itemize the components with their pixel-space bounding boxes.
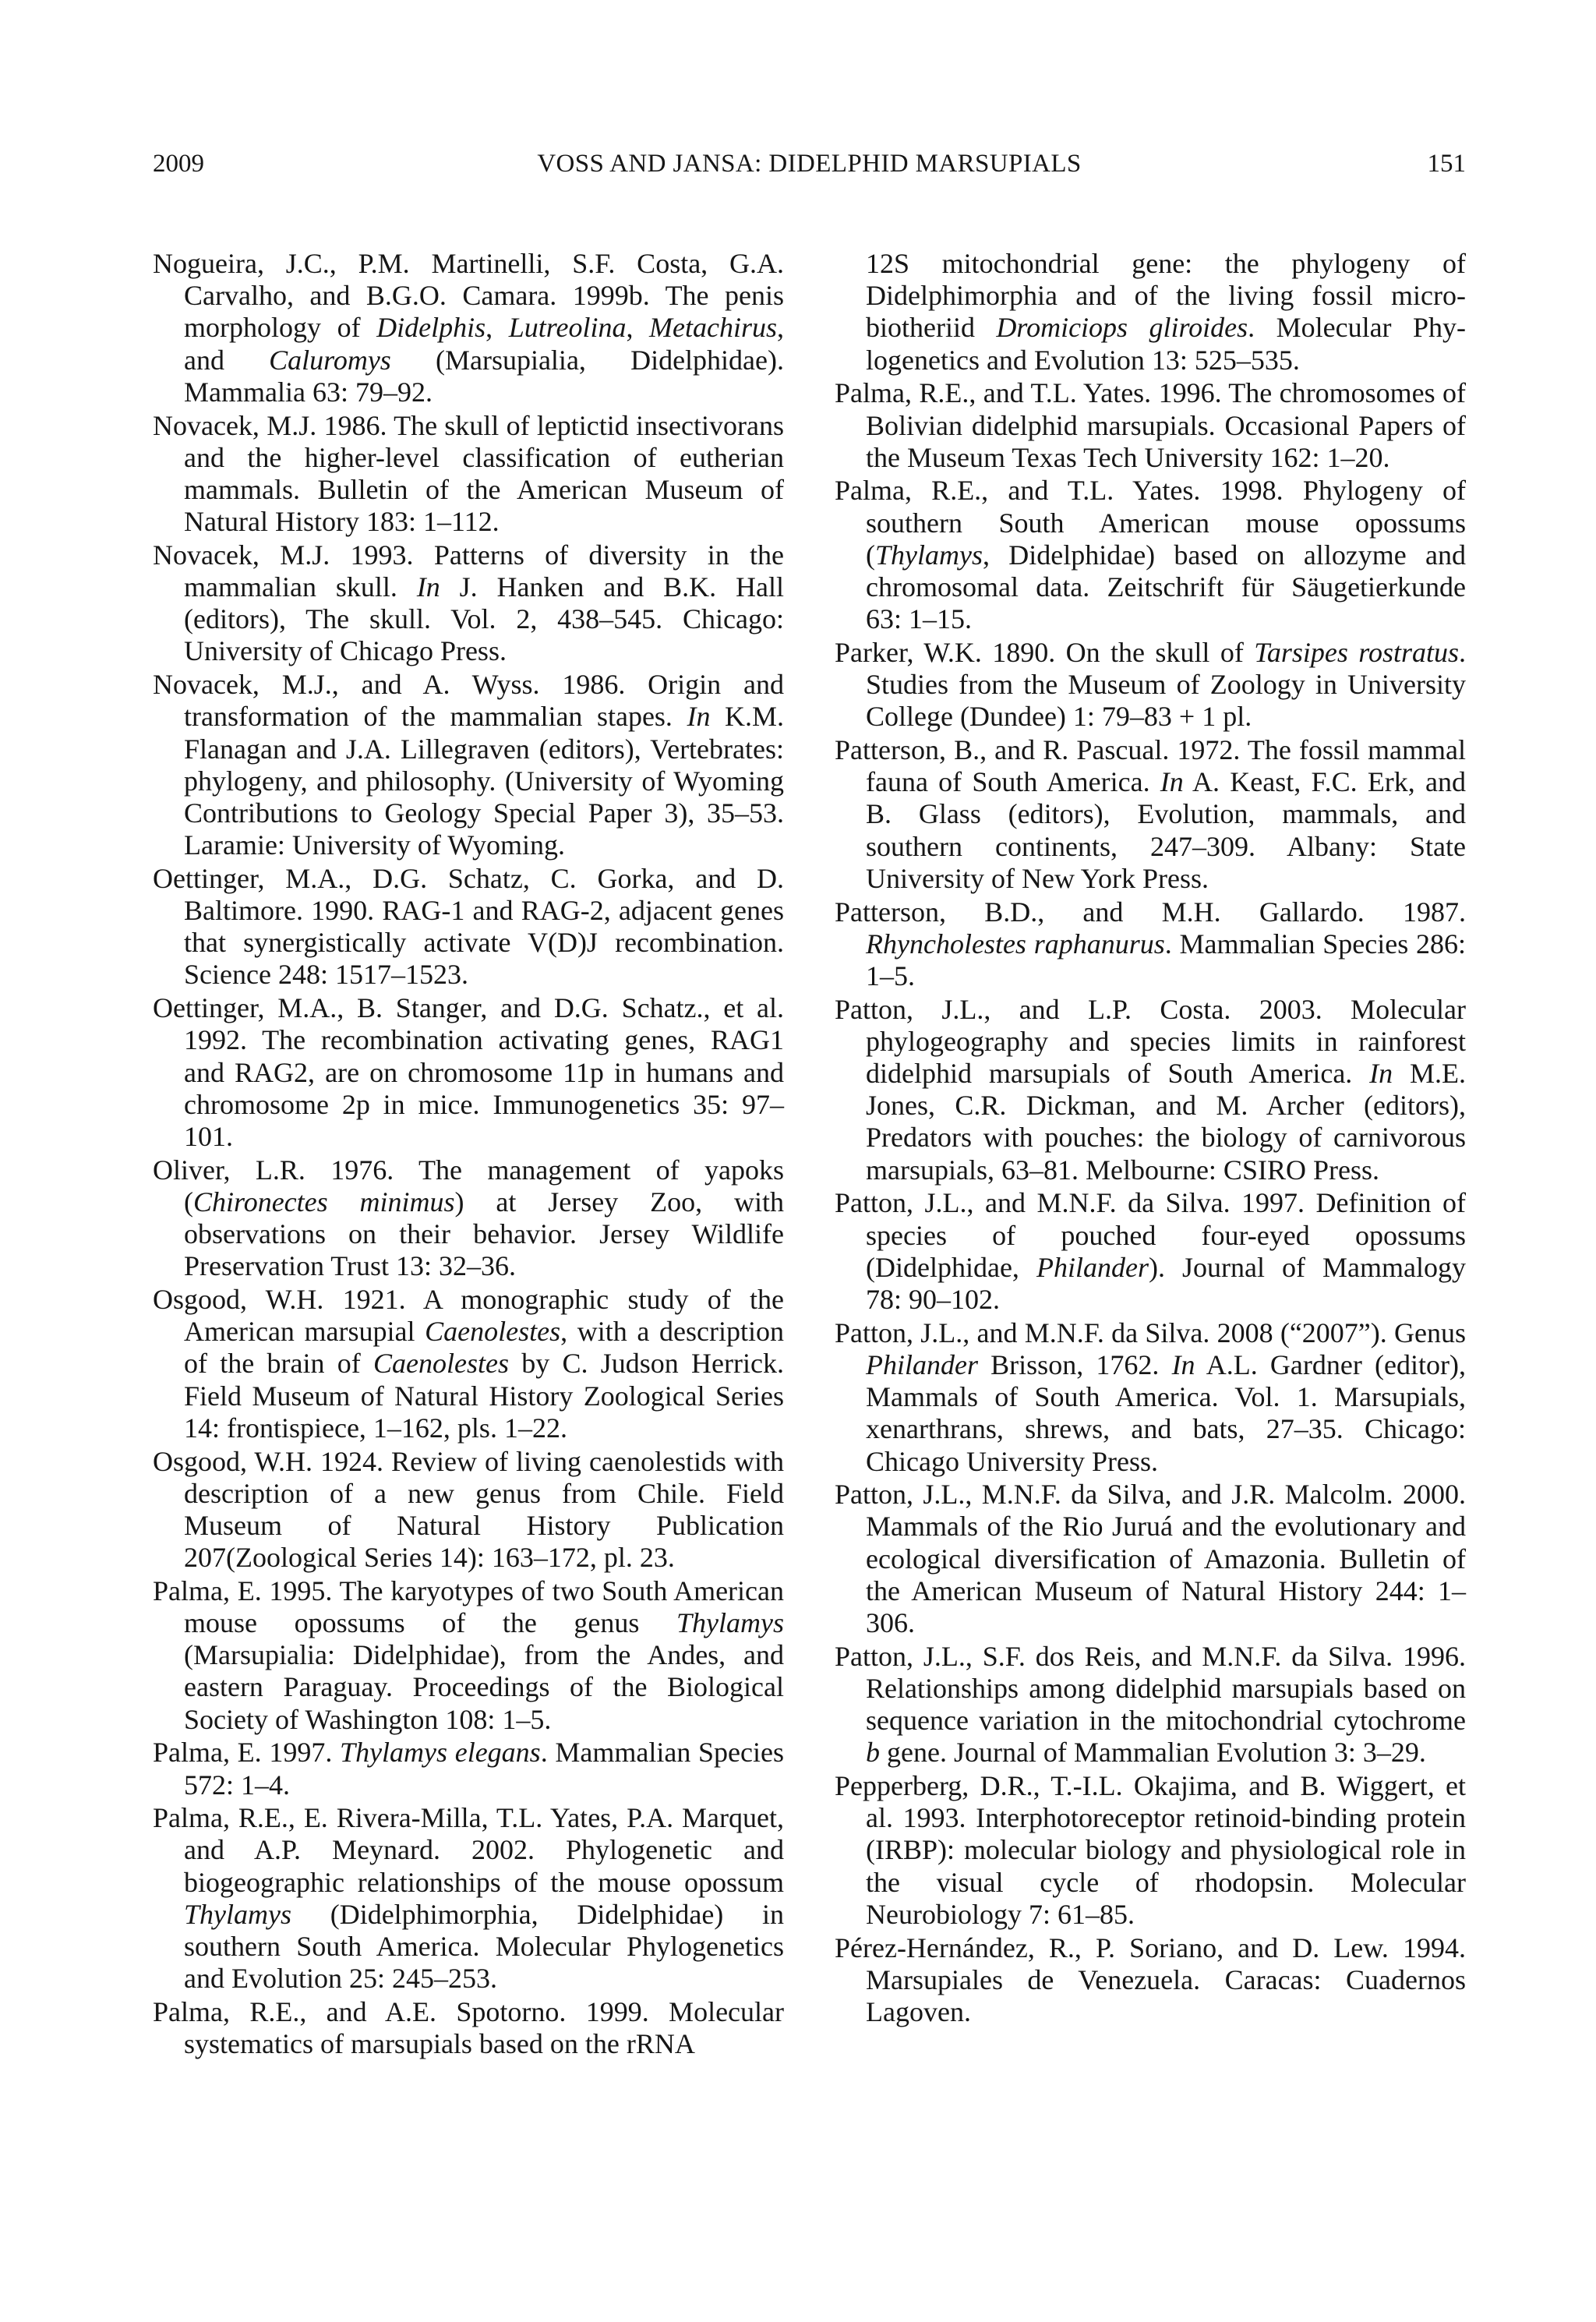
reference-text: by C. Judson Herrick. Field Museum of Natural History Zoological Series 14: frontispiece, 1–162, pls. 1–22. [184,1348,784,1444]
reference-text: A. Keast, F.C. Erk, and B. Glass (editors), Evolution, mammals, and southern continents, 247–309. Albany: State University of New York Press. [866,766,1466,894]
reference-text: Palma, E. 1995. The karyotypes of two South American mouse opossums of the genus [153,1575,784,1639]
reference-text: Novacek, M.J., and A. Wyss. 1986. Origin and transformation of the mammalian stapes. [153,669,784,733]
reference-entry [153,1154,784,1283]
italic-text: Lutreolina [508,312,627,344]
reference-entry [835,1932,1466,2029]
reference-entry [153,669,784,861]
references-column-left [153,248,784,2062]
reference-entry [153,992,784,1153]
reference-entry [835,1479,1466,1639]
reference-entry [835,1187,1466,1316]
reference-text: K.M. Flanagan and J.A. Lillegraven (editors), Vertebrates: phylogeny, and philosophy. (University of Wyoming Contributions to Geology Special Paper 3), 35–53. Laramie: University of Wyoming. [184,701,784,861]
running-head-year: 2009 [153,150,204,178]
reference-entry [835,377,1466,474]
italic-text: In [1369,1058,1393,1090]
italic-text: Thylamys elegans [340,1737,541,1769]
italic-text: Philander [1036,1251,1149,1283]
running-head [153,145,1466,182]
italic-text: Chironectes minimus [193,1186,455,1218]
italic-text: Metachirus [649,312,778,344]
reference-text: , with a description of the brain of [184,1316,784,1380]
italic-text: Thylamys [875,539,983,571]
italic-text: Thylamys [676,1607,784,1639]
page-number: 151 [1427,150,1466,178]
reference-text: M.E. Jones, C.R. Dickman, and M. Archer (editors), Predators with pouches: the biology of carnivorous marsupials, 63–81. Melbourne: CSIRO Press. [866,1058,1467,1186]
reference-text: , Didelphidae) based on allozyme and chromosomal data. Zeitschrift für Säugetierkunde 63: 1–15. [866,539,1466,635]
reference-text: Pepperberg, D.R., T.-I.L. Okajima, and B. Wiggert, et al. 1993. Interphotoreceptor retinoid-binding protein (IRBP): molecular biology and physiological role in the visual cycle of rhodopsin. Molecular Neurobiology 7: 61–85. [835,1770,1466,1930]
italic-text: In [687,701,711,733]
reference-text: J. Hanken and B.K. Hall (editors), The skull. Vol. 2, 438–545. Chicago: University of Chicago Press. [184,571,784,667]
reference-text: ). Journal of Mammalogy 78: 90–102. [866,1251,1466,1315]
reference-entry [153,1284,784,1444]
italic-text: Caenolestes [373,1348,509,1380]
reference-entry [835,1770,1466,1931]
running-head-title: VOSS AND JANSA: DIDELPHID MARSUPIALS [537,150,1082,178]
reference-entry [153,410,784,539]
reference-entry [153,1802,784,1995]
reference-text: ) at Jersey Zoo, with observations on their behavior. Jersey Wildlife Preservation Trust 13: 32–36. [184,1186,784,1282]
reference-text: Patton, J.L., and M.N.F. da Silva. 1997. Definition of species of pouched four-eyed opossums (Didelphidae, [835,1187,1466,1283]
italic-text: Philander [866,1348,978,1380]
reference-text: . Studies from the Museum of Zoology in University College (Dundee) 1: 79–83 + 1 pl. [866,636,1467,733]
italic-text: Rhyncholestes raphanurus [866,928,1165,960]
reference-entry [835,475,1466,635]
reference-entry-continued [835,248,1466,376]
reference-entry [835,896,1466,993]
reference-text: Patton, J.L., and L.P. Costa. 2003. Molecular phylogeography and species limits in rainforest didelphid marsupials of South America. [835,993,1466,1090]
reference-entry [153,248,784,408]
italic-text: Didelphis [376,312,486,344]
reference-text: . Mammalian Species 572: 1–4. [184,1737,784,1801]
reference-text: , [486,312,509,344]
reference-entry [153,1446,784,1575]
reference-entry [835,1641,1466,1769]
reference-entry [153,863,784,991]
reference-entry [153,1737,784,1801]
reference-text: Osgood, W.H. 1924. Review of living caenolestids with description of a new genus from Chile. Field Museum of Natural History Publication 207(Zoological Series 14): 163–172, pl. 23. [153,1445,784,1574]
reference-text: Osgood, W.H. 1921. A monographic study of the American marsupial [153,1284,784,1348]
reference-text: Patton, J.L., and M.N.F. da Silva. 2008 (“2007”). Genus [835,1317,1466,1348]
italic-text: In [1160,766,1184,798]
reference-text: Pérez-Hernández, R., P. Soriano, and D. Lew. 1994. Marsupiales de Venezuela. Caracas: Cuadernos Lagoven. [835,1931,1466,2027]
reference-text: Brisson, 1762. [977,1348,1172,1380]
reference-text: . Mammalian Species 286: 1–5. [866,928,1466,991]
italic-text: b [866,1737,880,1769]
reference-text: Palma, R.E., and T.L. Yates. 1996. The chromosomes of Bolivian didelphid marsupials. Occasional Papers of the Museum Texas Tech University 162: 1–20. [835,377,1466,473]
reference-text: Oliver, L.R. 1976. The management of yapoks ( [153,1154,784,1218]
reference-text: Oettinger, M.A., D.G. Schatz, C. Gorka, and D. Baltimore. 1990. RAG-1 and RAG-2, adjacent genes that synergistically activate V(D)J recombination. Science 248: 1517–1523. [153,862,784,991]
reference-text: Parker, W.K. 1890. On the skull of [835,636,1255,668]
italic-text: Caenolestes [425,1316,561,1348]
reference-text: Novacek, M.J. 1993. Patterns of diversity in the mammalian skull. [153,539,784,603]
reference-text: Patterson, B., and R. Pascual. 1972. The fossil mammal fauna of South America. [835,734,1466,798]
italic-text: Caluromys [269,344,391,376]
reference-text: Palma, R.E., and A.E. Spotorno. 1999. Molecular systematics of marsupials based on the rRNA [153,1995,784,2060]
reference-entry [835,734,1466,895]
italic-text: In [1171,1348,1195,1380]
reference-text: Palma, R.E., and T.L. Yates. 1998. Phylogeny of southern South American mouse opossums ( [835,475,1466,571]
reference-entry [153,539,784,668]
italic-text: In [416,571,440,603]
reference-text: Palma, E. 1997. [153,1737,341,1769]
italic-text: Dromiciops gliroides [996,312,1248,344]
reference-entry [153,1575,784,1736]
reference-text: 12S mitochondrial gene: the phylogeny of Didelphimorphia and of the living fossil microbiotheriid [866,248,1466,344]
reference-text: Oettinger, M.A., B. Stanger, and D.G. Schatz., et al. 1992. The recombination activating genes, RAG1 and RAG2, are on chromosome 11p in humans and chromosome 2p in mice. Immunogenetics 35: 97–101. [153,992,784,1152]
reference-text: Novacek, M.J. 1986. The skull of leptictid insectivorans and the higher-level classification of eutherian mammals. Bulletin of the American Museum of Natural History 183: 1–112. [153,409,784,538]
reference-text: (Didelphimorphia, Didelphidae) in southern South America. Molecular Phylogenetics and Evolution 25: 245–253. [184,1898,784,1995]
reference-text: Patton, J.L., M.N.F. da Silva, and J.R. Malcolm. 2000. Mammals of the Rio Juruá and the evolutionary and ecological diversification of Amazonia. Bulletin of the American Museum of Natural History 244: 1–306. [835,1479,1466,1639]
reference-text: Nogueira, J.C., P.M. Martinelli, S.F. Costa, G.A. Carvalho, and B.G.O. Camara. 1999b. The penis morphology of [153,248,784,344]
reference-entry [835,637,1466,733]
references-column-right [835,248,1466,2030]
reference-entry [835,1317,1466,1478]
reference-text: Palma, R.E., E. Rivera-Milla, T.L. Yates, P.A. Marquet, and A.P. Meynard. 2002. Phylogenetic and biogeographic relationships of the mouse opossum [153,1802,784,1898]
italic-text: Thylamys [184,1898,291,1930]
italic-text: Tarsipes rostratus [1254,636,1460,668]
reference-text: (Marsupialia: Didelphidae), from the Andes, and eastern Paraguay. Proceedings of the Biological Society of Washington 108: 1–5. [184,1639,784,1735]
reference-text: (Marsupialia, Didelphidae). Mammalia 63: 79–92. [184,344,784,408]
reference-text: , [626,312,650,344]
reference-entry [153,1996,784,2060]
reference-text: Patterson, B.D., and M.H. Gallardo. 1987. [835,896,1466,928]
reference-text: , and [184,312,785,376]
reference-text: Patton, J.L., S.F. dos Reis, and M.N.F. da Silva. 1996. Relationships among didelphid marsupials based on sequence variation in the mitochondrial cytochrome [835,1640,1466,1737]
reference-entry [835,994,1466,1186]
reference-text: A.L. Gardner (editor), Mammals of South America. Vol. 1. Marsupials, xenarthrans, shrews, and bats, 27–35. Chicago: Chicago University Press. [866,1348,1466,1477]
reference-text: gene. Journal of Mammalian Evolution 3: 3–29. [880,1737,1426,1769]
reference-text: . Molecular Phylogenetics and Evolution 13: 525–535. [866,312,1466,376]
